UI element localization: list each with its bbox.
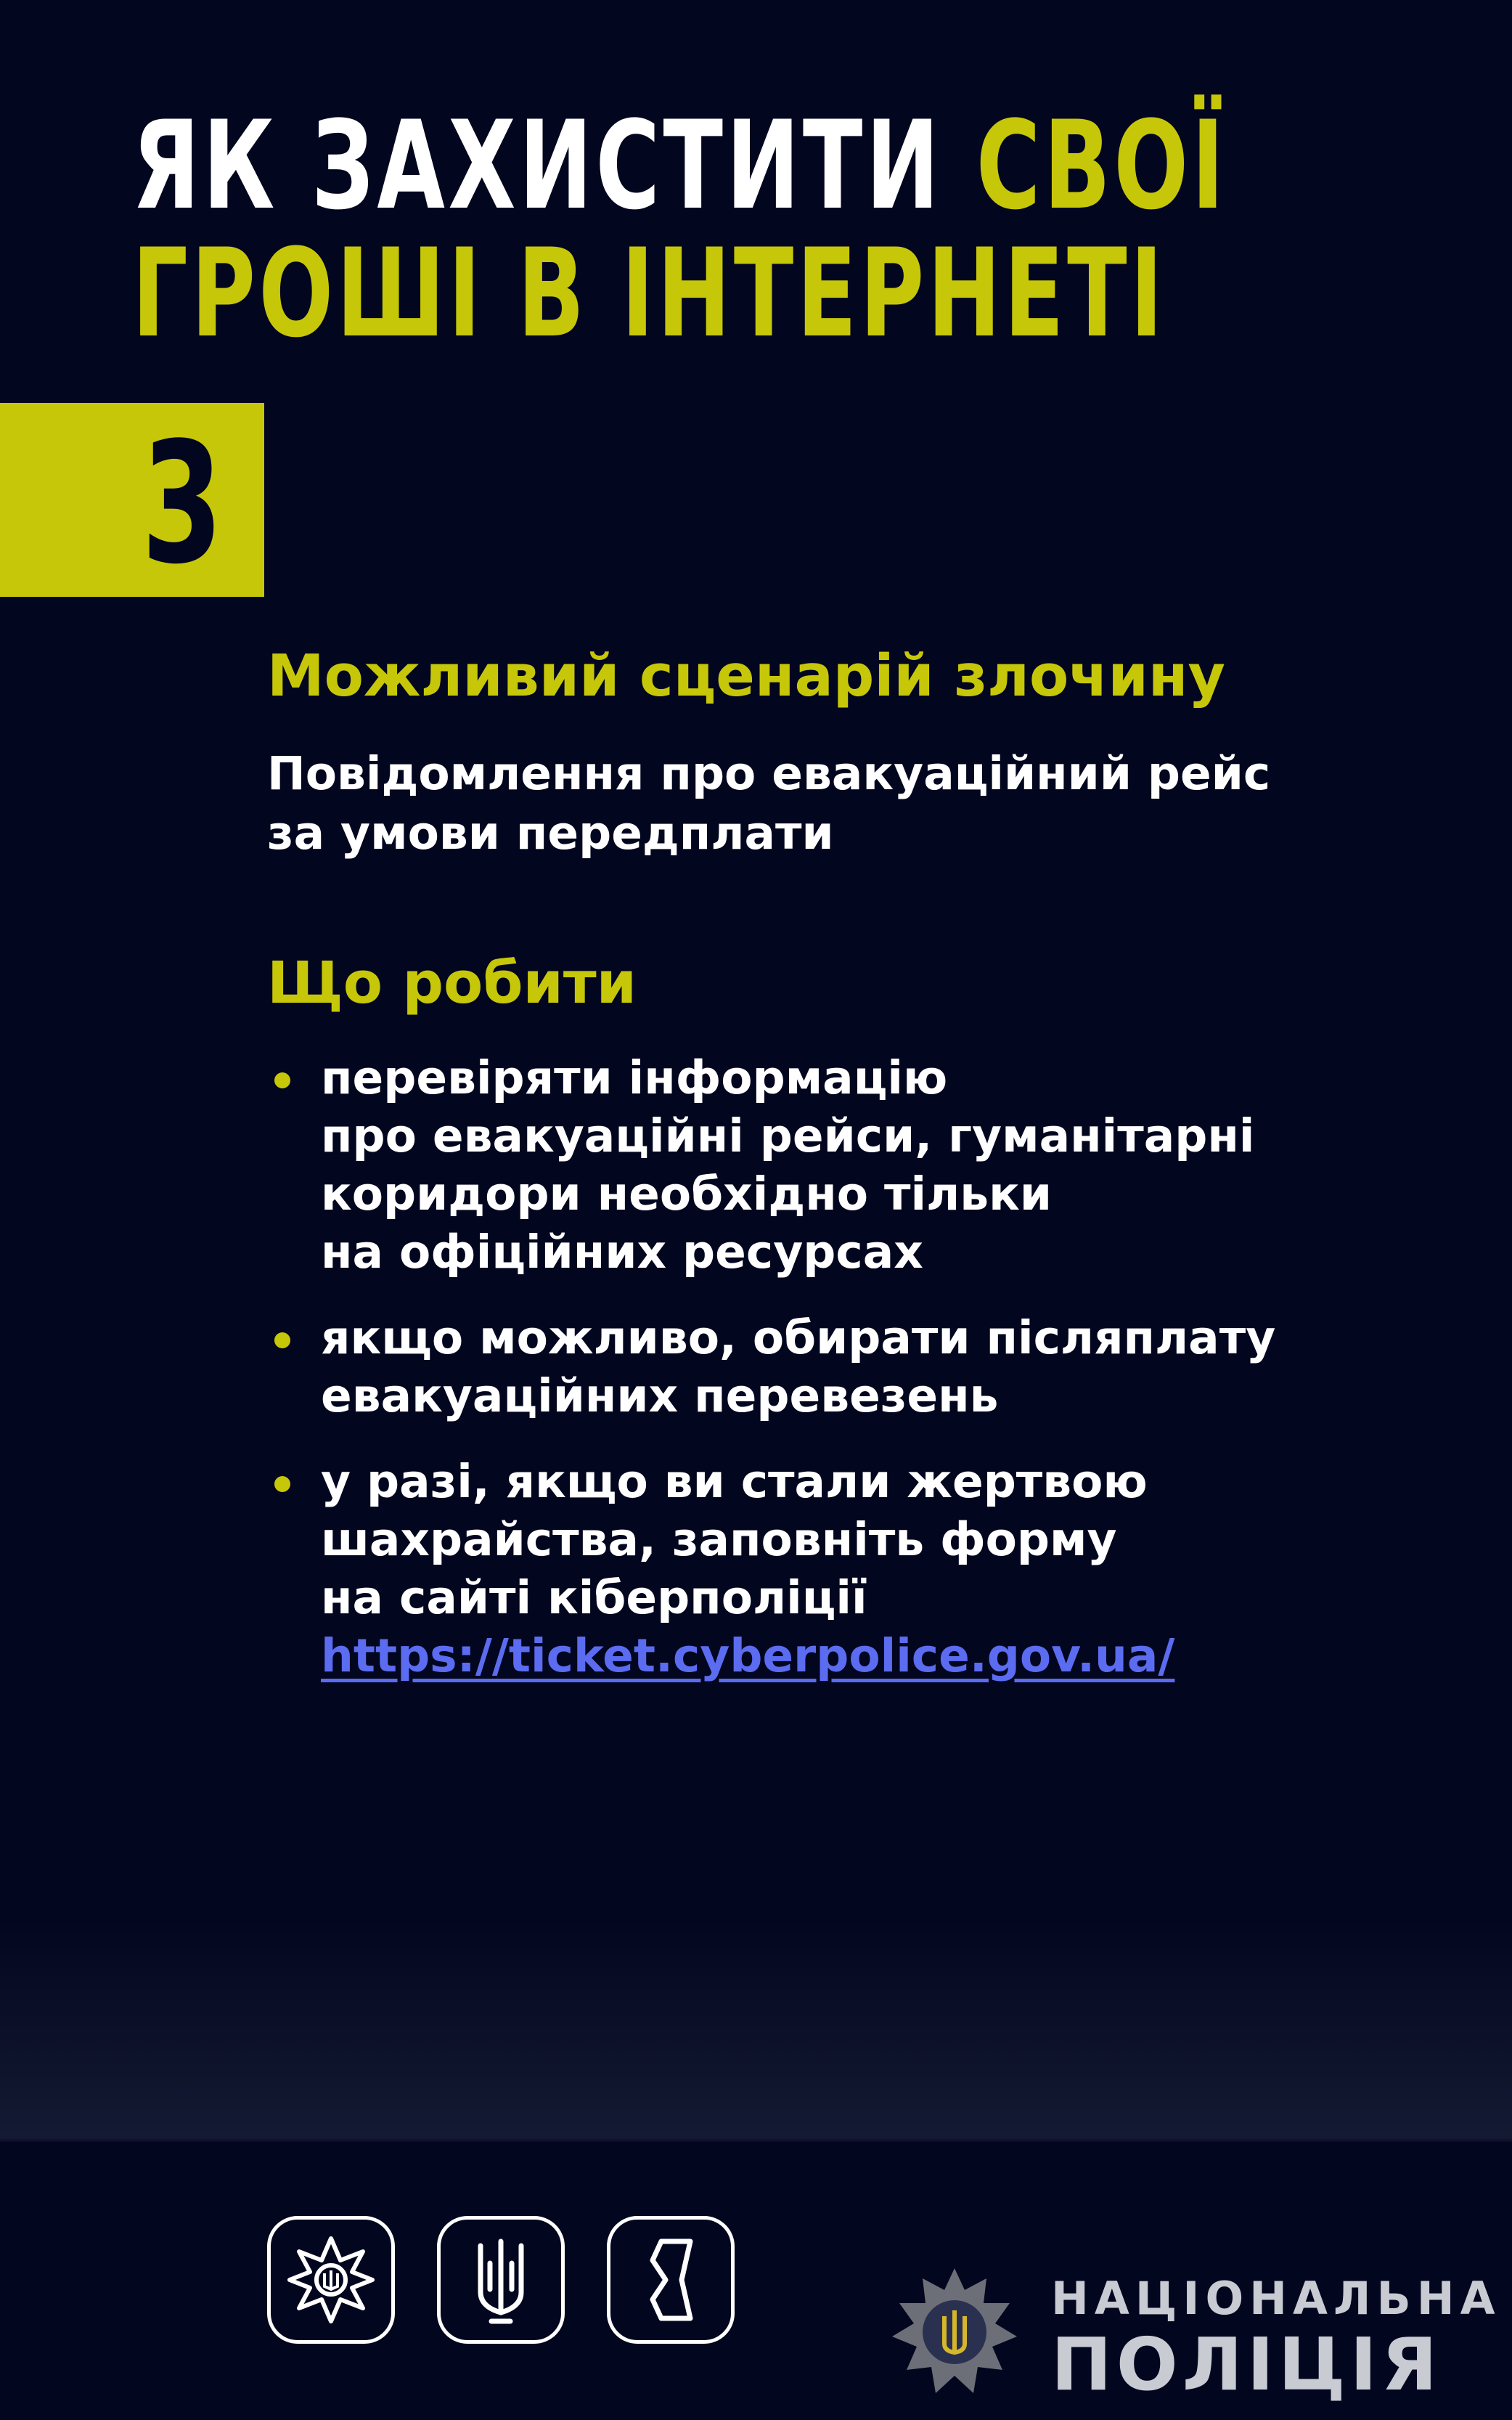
page-title <box>132 94 1227 364</box>
title-line-2: ГРОШІ В ІНТЕРНЕТІ <box>132 222 1166 364</box>
scenario-text-line-1: Повідомлення про евакуаційний рейс <box>267 747 1271 800</box>
bullet-dot-icon <box>274 1332 290 1348</box>
list-item-text: у разі, якщо ви стали жертвою шахрайства, заповніть форму на сайті кіберполіції <box>321 1455 1148 1624</box>
list-item-text: перевіряти інформацію про евакуаційні рейси, гуманітарні коридори необхідно тільки на офіційних ресурсах <box>321 1051 1255 1279</box>
scenario-heading: Можливий сценарій злочину <box>267 643 1225 709</box>
police-name-line-1: НАЦІОНАЛЬНА <box>1051 2272 1501 2325</box>
bullet-dot-icon <box>274 1072 290 1088</box>
list-item-text: якщо можливо, обирати післяплату евакуаційних перевезень <box>321 1311 1276 1422</box>
step-number-box <box>0 403 264 601</box>
cyberpolice-link[interactable]: https://ticket.cyberpolice.gov.ua/ <box>321 1629 1175 1682</box>
police-name-line-2: ПОЛІЦІЯ <box>1051 2322 1442 2407</box>
title-highlight-part: СВОЇ <box>976 94 1227 237</box>
title-white-part: ЯК ЗАХИСТИТИ <box>132 94 976 237</box>
trident-icon <box>437 2216 565 2344</box>
cyber-shield-icon <box>607 2216 735 2344</box>
list-item <box>267 1453 1487 1685</box>
list-item <box>267 1309 1487 1425</box>
police-name <box>1051 2273 1501 2405</box>
actions-heading: Що робити <box>267 950 637 1017</box>
step-number: 3 <box>142 407 224 601</box>
scenario-text-line-2: за умови передплати <box>267 807 834 860</box>
bullet-dot-icon <box>274 1476 290 1492</box>
service-cross-trident-icon <box>267 2216 395 2344</box>
actions-list <box>267 1049 1487 1713</box>
police-star-logo-icon <box>889 2265 1020 2396</box>
scenario-text <box>267 744 1429 863</box>
title-line-1 <box>132 94 1227 237</box>
list-item <box>267 1049 1487 1282</box>
